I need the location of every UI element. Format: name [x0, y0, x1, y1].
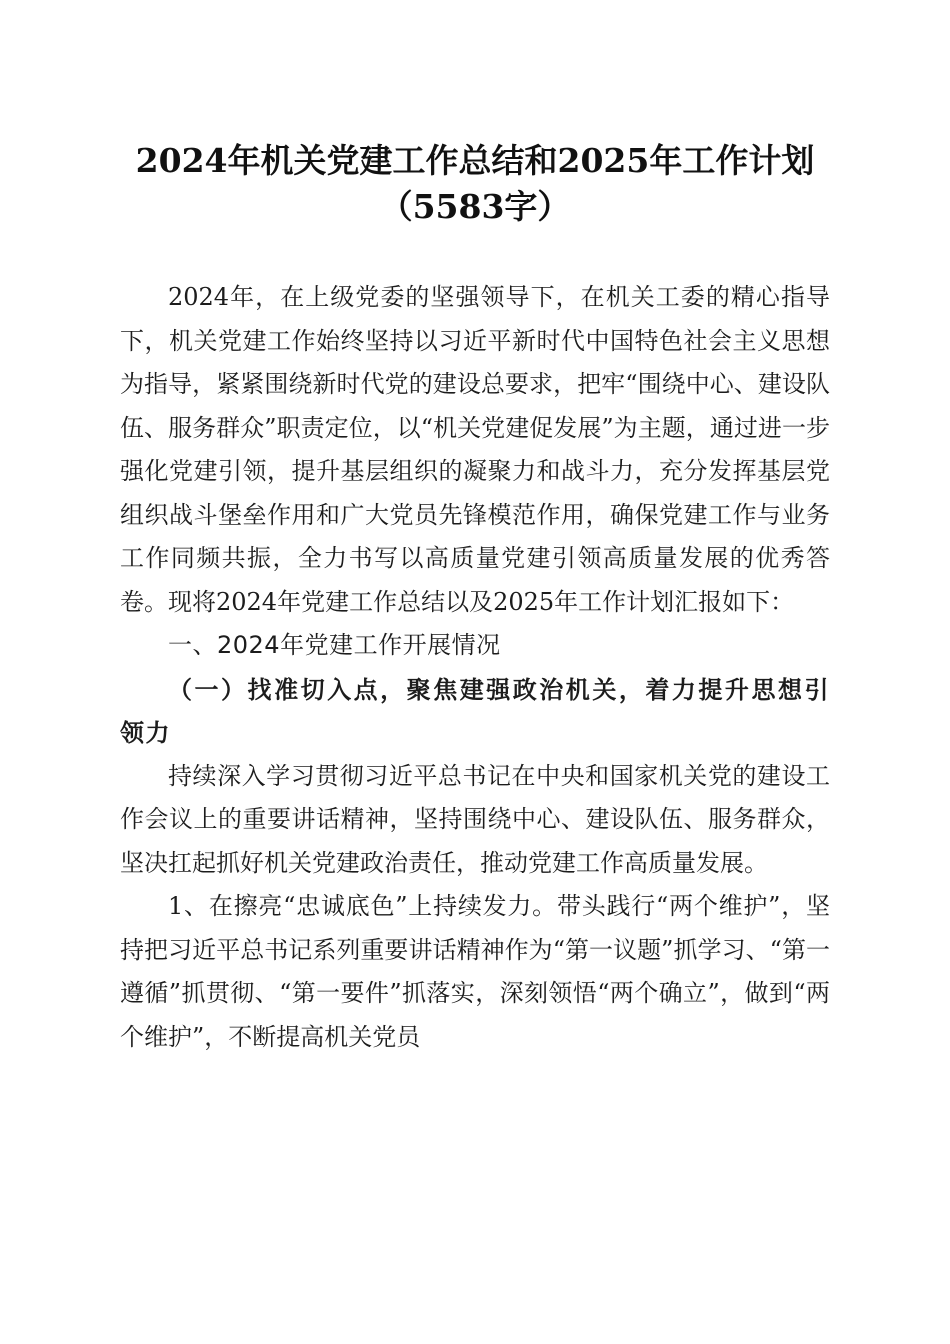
section-heading: 一、2024年党建工作开展情况 [168, 631, 501, 659]
subsection-paragraph: 持续深入学习贯彻习近平总书记在中央和国家机关党的建设工作会议上的重要讲话精神，坚持围绕中心、建设队伍、服务群众，坚决扛起抓好机关党建政治责任，推动党建工作高质量发展。 [120, 761, 830, 877]
intro-paragraph: 2024年，在上级党委的坚强领导下，在机关工委的精心指导下，机关党建工作始终坚持以习近平新时代中国特色社会主义思想为指导，紧紧围绕新时代党的建设总要求，把牢“围绕中心、建设队伍、服务群众”职责定位，以“机关党建促发展”为主题，通过进一步强化党建引领，提升基层组织的凝聚力和战斗力，充分发挥基层党组织战斗堡垒作用和广大党员先锋模范作用，确保党建工作与业务工作同频共振，全力书写以高质量党建引领高质量发展的优秀答卷。现将2024年党建工作总结以及2025年工作计划汇报如下： [120, 283, 830, 616]
item-paragraph: 1、在擦亮“忠诚底色”上持续发力。带头践行“两个维护”，坚持把习近平总书记系列重要讲话精神作为“第一议题”抓学习、“第一遵循”抓贯彻、“第一要件”抓落实，深刻领悟“两个确立”，做到“两个维护”，不断提高机关党员 [120, 892, 830, 1051]
document-subtitle-word-count: （5583字） [379, 187, 571, 226]
document-title: 2024年机关党建工作总结和2025年工作计划 [135, 141, 815, 180]
document-body [120, 276, 830, 1059]
subsection-heading: （一）找准切入点，聚焦建强政治机关，着力提升思想引领力 [120, 674, 830, 747]
